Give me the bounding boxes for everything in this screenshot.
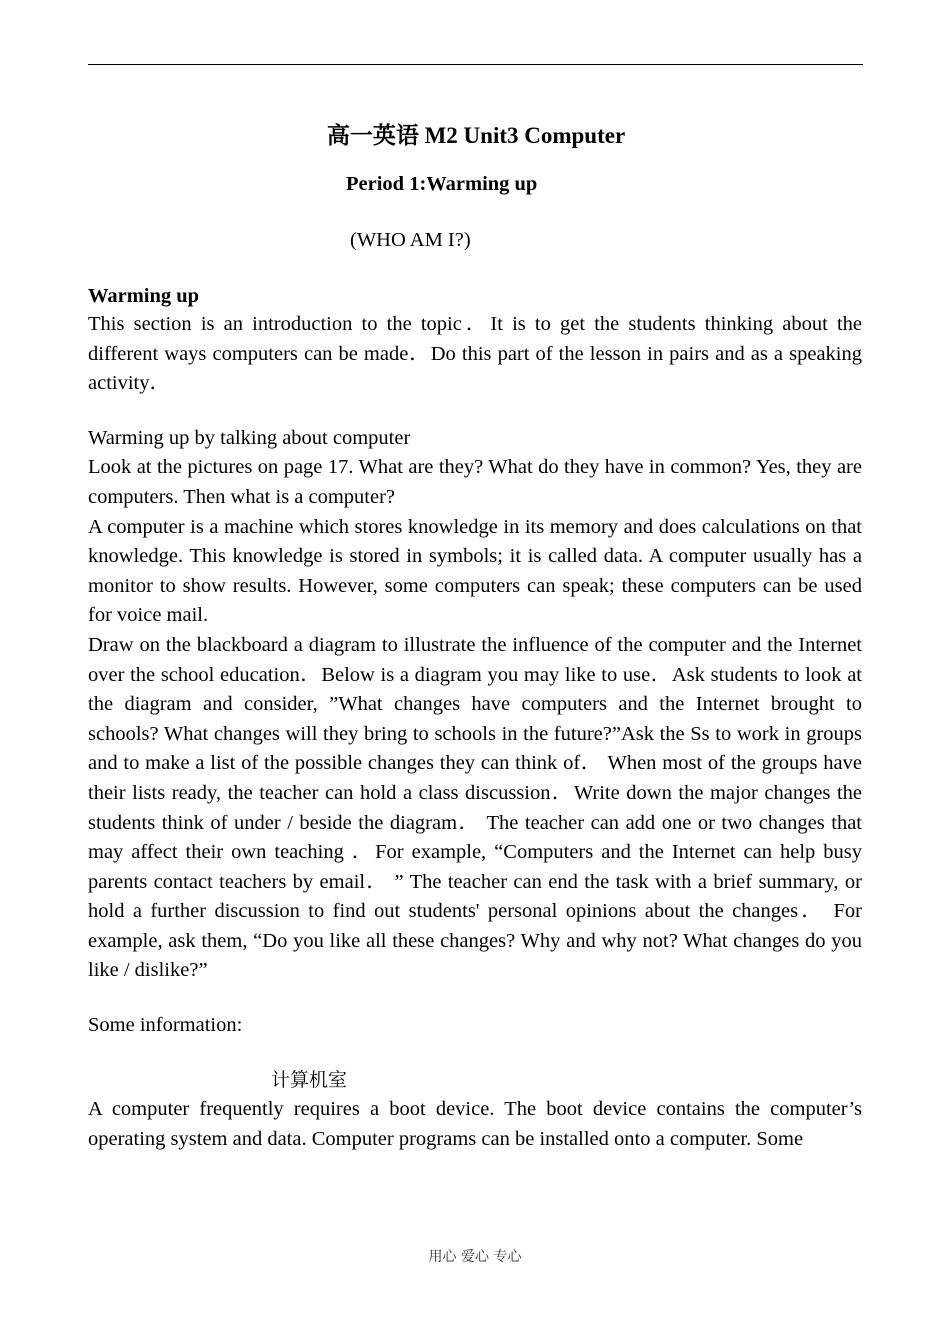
talk-heading: Warming up by talking about computer [88,426,411,449]
period-subtitle: Period 1:Warming up [346,173,538,195]
intro-paragraph: This section is an introduction to the topic．It is to get the students thinking about the different ways computers can be made．Do this part of the lesson in pairs and as a speaking activity． [88,313,862,395]
document-body [88,116,862,1154]
info-heading: Some information: [88,1014,243,1037]
definition-paragraph: A computer is a machine which stores knowledge in its memory and does calculations on that knowledge. This knowledge is stored in symbols; it is called data. A computer usually has a monitor to show results. However, some computers can speak; these computers can be used for voice mail. [88,515,862,627]
header-rule [88,64,863,65]
look-paragraph: Look at the pictures on page 17. What are they? What do they have in common? Yes, they are computers. Then what is a computer? [88,456,862,508]
boot-device-paragraph: A computer frequently requires a boot device. The boot device contains the computer’s operating system and data. Computer programs can be installed onto a computer. Some [88,1098,862,1150]
section-heading-warming-up: Warming up [88,285,200,307]
who-am-i-caption: (WHO AM I?) [350,229,471,251]
page-footer: 用心 爱心 专心 [428,1249,522,1265]
draw-diagram-paragraph: Draw on the blackboard a diagram to illustrate the influence of the computer and the Internet over the school education．Below is a diagram you may like to use．Ask students to look at the diagram and consider, ”What changes have computers and the Internet brought to schools? What changes will they bring to schools in the future?”Ask the Ss to work in groups and to make a list of the possible changes they can think of． When most of the groups have their lists ready, the teacher can hold a class discussion．Write down the major changes the students think of under / beside the diagram． The teacher can add one or two changes that may affect their own teaching ．For example, “Computers and the Internet can help busy parents contact teachers by email． ” The teacher can end the task with a brief summary, or hold a further discussion to find out students' personal opinions about the changes． For example, ask them, “Do you like all these changes? Why and why not? What changes do you like / dislike?” [88,633,862,982]
document-title: 高一英语 M2 Unit3 Computer [326,123,626,148]
computer-lab-label: 计算机室 [271,1068,348,1091]
